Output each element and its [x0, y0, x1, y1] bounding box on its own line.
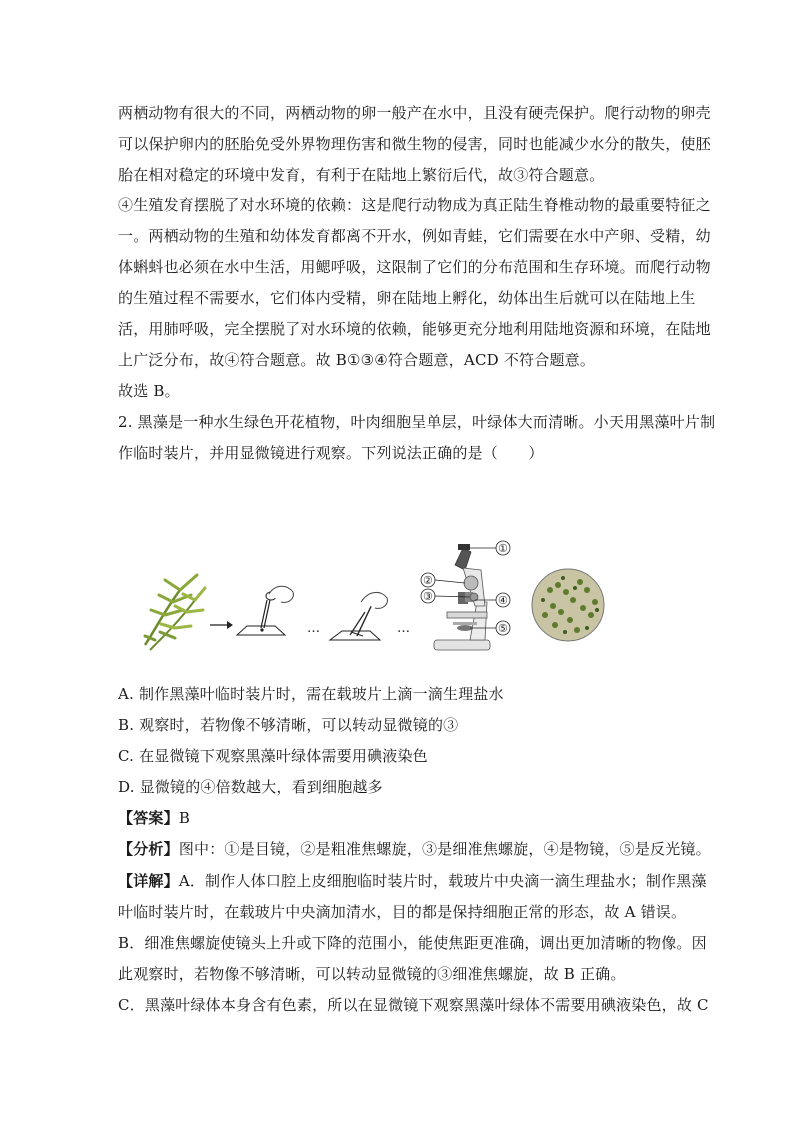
label-3: ③: [423, 590, 433, 603]
detail-text: A．制作人体口腔上皮细胞临时装片时，载玻片中央滴一滴生理盐水；制作黑藻: [178, 872, 707, 890]
arrow-right-icon: [210, 621, 233, 629]
cell-view-image: [532, 569, 604, 641]
text-line: 体蝌蚪也必须在水中生活，用鳃呼吸，这限制了它们的分布范围和生存环境。而爬行动物: [118, 258, 711, 276]
label-5: ⑤: [498, 622, 508, 635]
dropper-on-slide-image: [237, 586, 293, 635]
label-1: ①: [498, 542, 508, 555]
answer-line: [118, 808, 190, 828]
coverslip-placement-image: [330, 592, 387, 640]
answer-text: B: [178, 809, 191, 827]
detail-line: B．细准焦螺旋使镜头上升或下降的范围小，能使焦距更准确，调出更加清晰的物像。因: [118, 934, 707, 952]
option-d: D. 显微镜的④倍数越大，看到细胞越多: [118, 778, 383, 796]
option-b: B. 观察时，若物像不够清晰，可以转动显微镜的③: [118, 716, 459, 734]
text-line: 上广泛分布，故④符合题意。故 B①③④符合题意，ACD 不符合题意。: [118, 351, 596, 369]
answer-tag: 【答案】: [118, 809, 179, 827]
text-line: 胎在相对稳定的环境中发育，有利于在陆地上繁衍后代，故③符合题意。: [118, 166, 605, 184]
analysis-tag: 【分析】: [118, 840, 179, 858]
label-4: ④: [498, 594, 508, 607]
text-line: 活，用肺呼吸，完全摆脱了对水环境的依赖，能够更充分地利用陆地资源和环境，在陆地: [118, 320, 711, 338]
ellipsis: …: [397, 621, 410, 636]
option-a: A. 制作黑藻叶临时装片时，需在载玻片上滴一滴生理盐水: [118, 685, 504, 703]
experiment-figure: [125, 540, 625, 660]
analysis-text: 图中：①是目镜，②是粗准焦螺旋，③是细准焦螺旋，④是物镜，⑤是反光镜。: [178, 840, 711, 858]
detail-line: 叶临时装片时，在载玻片中央滴加清水，目的都是保持细胞正常的形态，故 A 错误。: [118, 903, 687, 921]
ellipsis: …: [307, 621, 320, 636]
label-2: ②: [423, 574, 433, 587]
detail-line: 此观察时，若物像不够清晰，可以转动显微镜的③细准焦螺旋，故 B 正确。: [118, 965, 626, 983]
analysis-line: [118, 839, 711, 859]
text-line: 的生殖过程不需要水，它们体内受精，卵在陆地上孵化，幼体出生后就可以在陆地上生: [118, 289, 696, 307]
question-2-stem: 作临时装片，并用显微镜进行观察。下列说法正确的是（ ）: [118, 444, 544, 462]
text-line: 故选 B。: [118, 382, 180, 400]
text-line: 两栖动物有很大的不同，两栖动物的卵一般产在水中，且没有硬壳保护。爬行动物的卵壳: [118, 104, 711, 122]
detail-line: C．黑藻叶绿体本身含有色素，所以在显微镜下观察黑藻叶绿体不需要用碘液染色，故 C: [118, 996, 709, 1014]
option-c: C. 在显微镜下观察黑藻叶绿体需要用碘液染色: [118, 747, 428, 765]
text-line: 可以保护卵内的胚胎免受外界物理伤害和微生物的侵害，同时也能减少水分的散失，使胚: [118, 135, 711, 153]
hydrilla-plant-image: [145, 575, 205, 650]
text-line: 一。两栖动物的生殖和幼体发育都离不开水，例如青蛙，它们需要在水中产卵、受精，幼: [118, 227, 711, 245]
detail-tag: 【详解】: [118, 872, 179, 890]
question-2-stem: 2. 黑藻是一种水生绿色开花植物，叶肉细胞呈单层，叶绿体大而清晰。小天用黑藻叶片制: [118, 413, 716, 431]
text-line: ④生殖发育摆脱了对水环境的依赖：这是爬行动物成为真正陆生脊椎动物的最重要特征之: [118, 196, 711, 214]
detail-line: [118, 871, 707, 891]
